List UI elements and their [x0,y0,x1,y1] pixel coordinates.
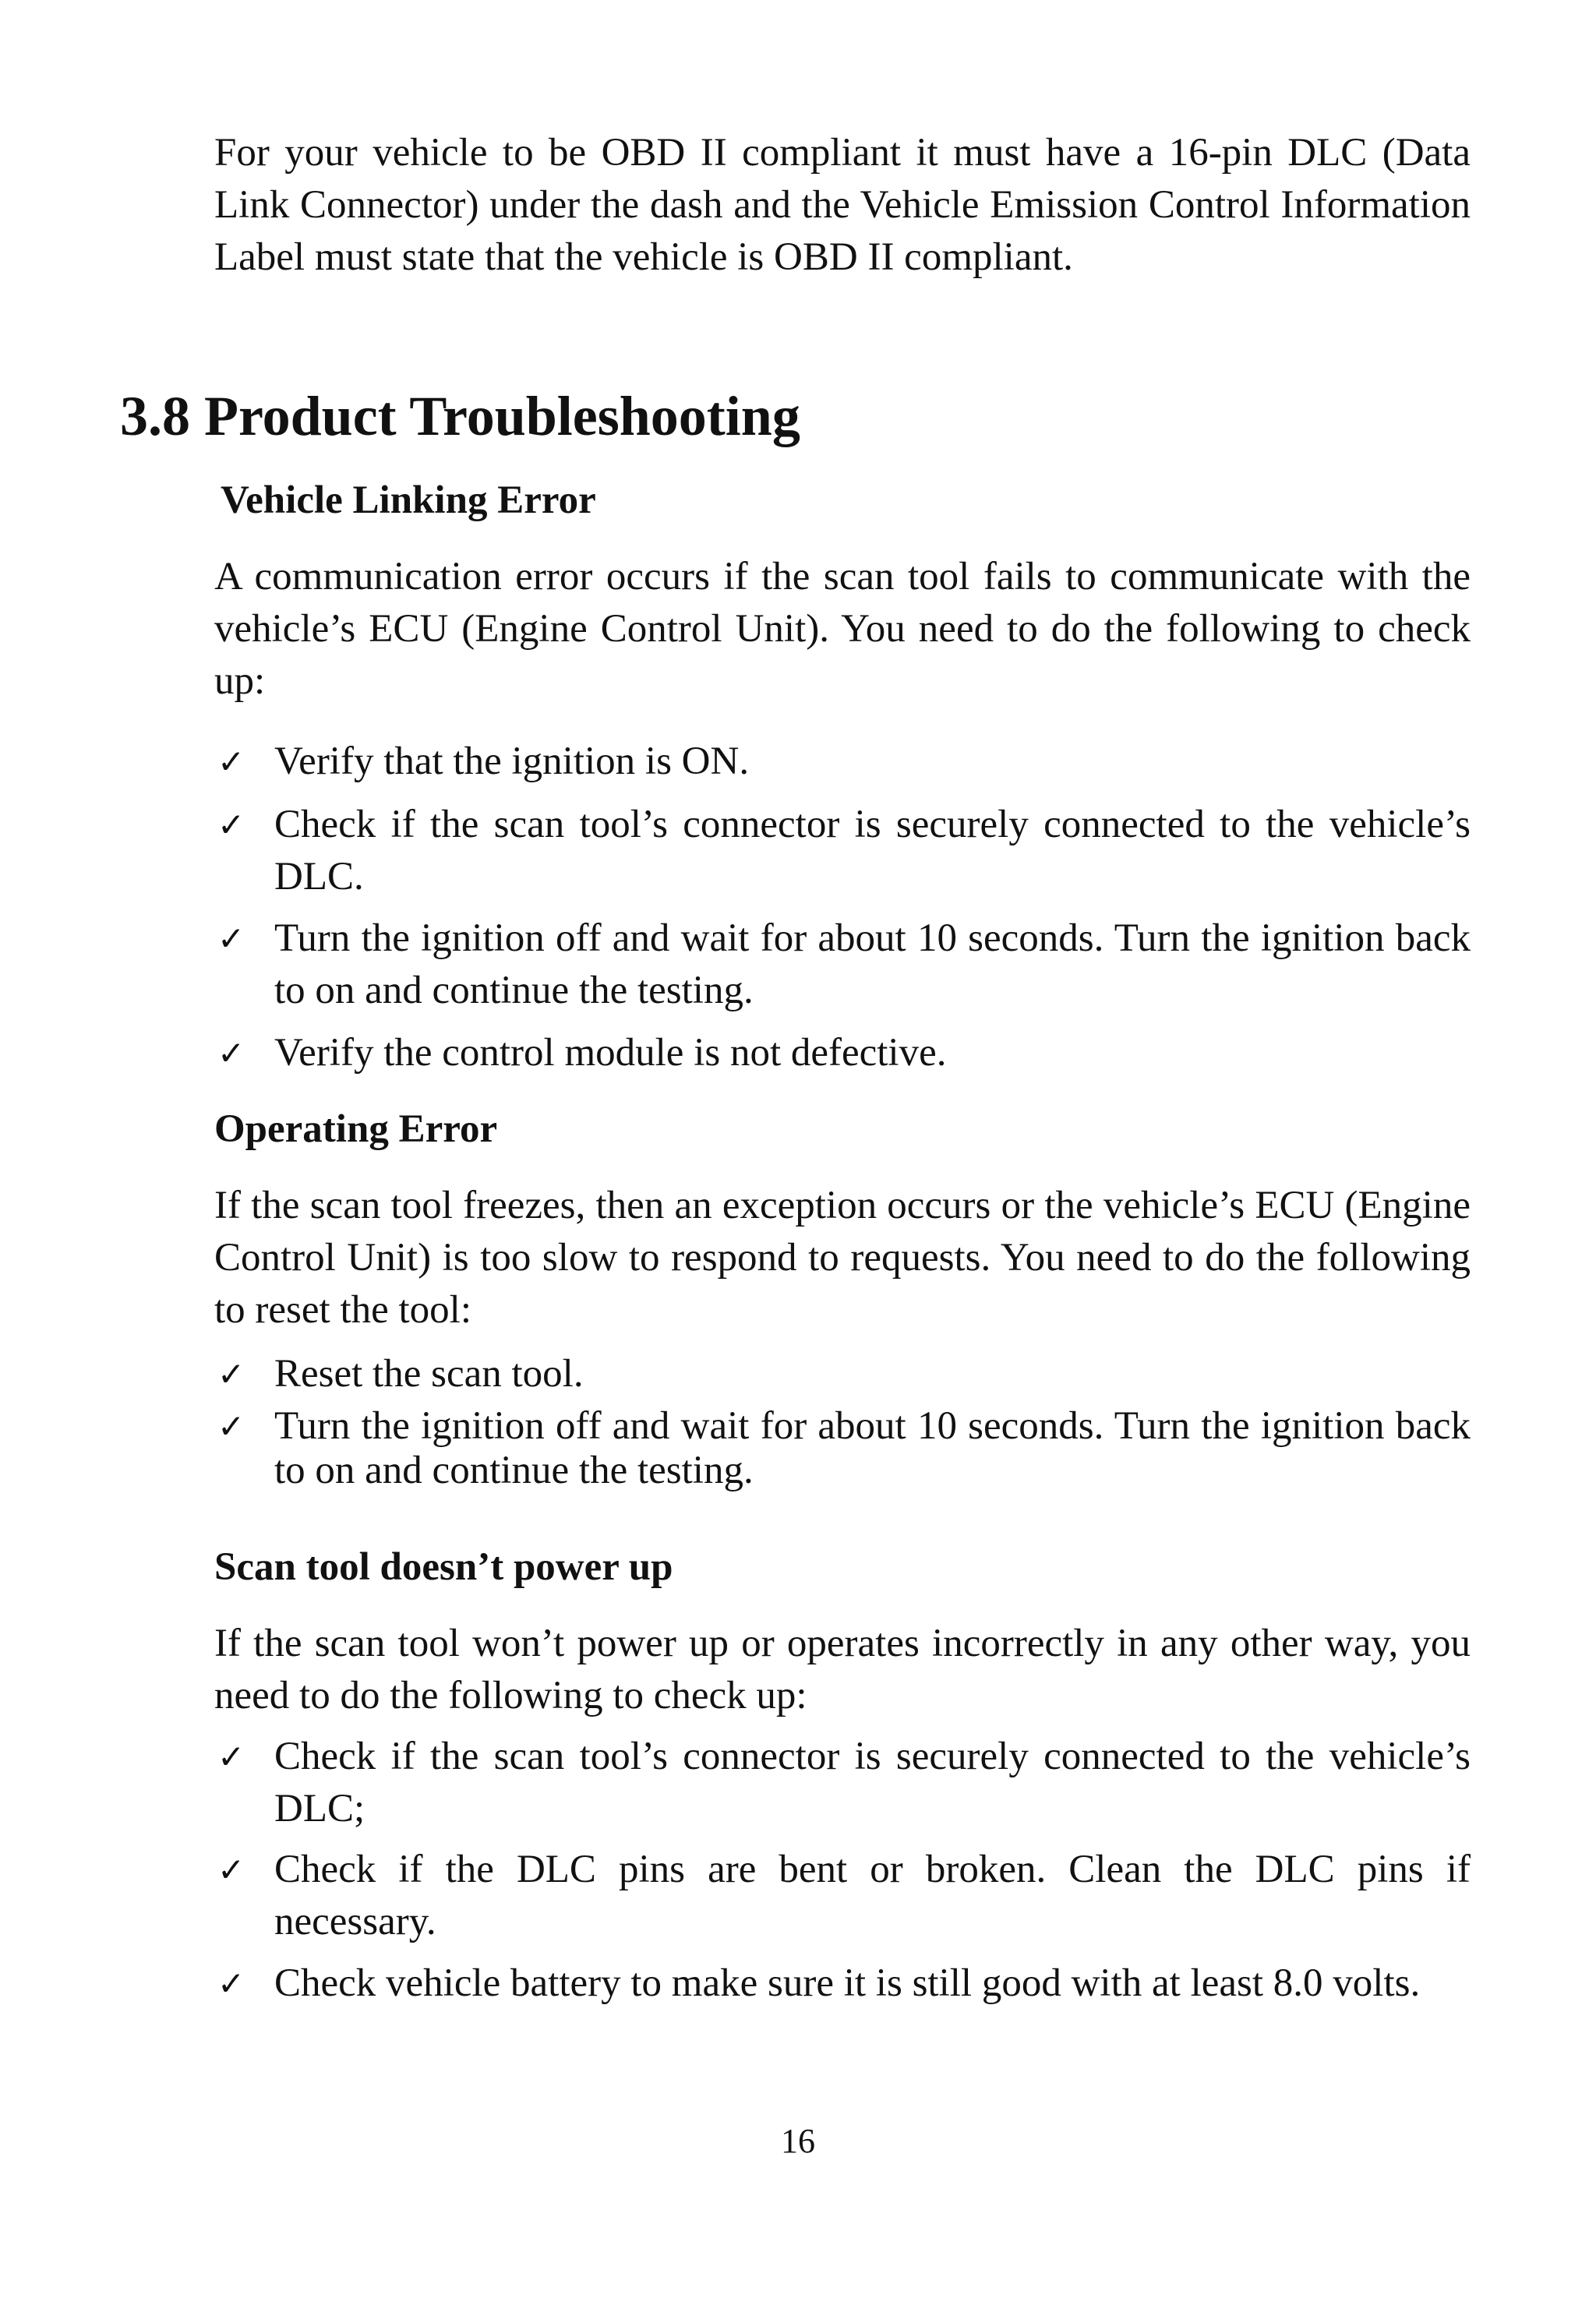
vehicle-linking-error-paragraph: A communication error occurs if the scan tool fails to communicate with the vehicle’s ECU (Engine Control Unit). You need to do the following to check up: [214,555,1471,703]
operating-error-heading: Operating Error [214,1107,498,1151]
list-item [214,1404,1471,1493]
list-item [214,736,1471,788]
vehicle-linking-error-heading: Vehicle Linking Error [221,478,596,522]
power-up-paragraph: If the scan tool won’t power up or operates incorrectly in any other way, you need to do the following to check up: [214,1622,1471,1717]
list-item-text: Check if the scan tool’s connector is securely connected to the vehicle’s DLC; [274,1735,1471,1830]
checkmark-icon: ✓ [217,1355,245,1393]
list-item [214,1731,1471,1835]
page-number: 16 [781,2122,815,2160]
list-item [214,1844,1471,1948]
list-item-text: Turn the ignition off and wait for about 10 seconds. Turn the ignition back to on and continue the testing. [274,916,1471,1012]
operating-error-paragraph: If the scan tool freezes, then an exception occurs or the vehicle’s ECU (Engine Control Unit) is too slow to respond to requests. You need to do the following to reset the tool: [214,1184,1471,1332]
checkmark-icon: ✓ [217,1738,245,1776]
list-item-text: Check if the DLC pins are bent or broken. Clean the DLC pins if necessary. [274,1848,1471,1943]
intro-paragraph: For your vehicle to be OBD II compliant it must have a 16-pin DLC (Data Link Connector) under the dash and the Vehicle Emission Control Information Label must state that the vehicle is OBD II compliant. [214,131,1471,279]
list-item [214,1957,1471,2010]
checkmark-icon: ✓ [217,920,245,958]
checkmark-icon: ✓ [217,743,245,781]
list-item-text: Turn the ignition off and wait for about 10 seconds. Turn the ignition back to on and continue the testing. [274,1404,1471,1492]
list-item-text: Check if the scan tool’s connector is securely connected to the vehicle’s DLC. [274,803,1471,898]
checkmark-icon: ✓ [217,1964,245,2003]
list-item-text: Reset the scan tool. [274,1352,584,1396]
list-item-text: Verify that the ignition is ON. [274,740,750,783]
list-item [214,1348,1471,1400]
section-title: 3.8 Product Troubleshooting [120,385,800,447]
checkmark-icon: ✓ [217,806,245,844]
list-item [214,912,1471,1017]
list-item [214,1027,1471,1079]
list-item-text: Verify the control module is not defective. [274,1031,947,1075]
power-up-heading: Scan tool doesn’t power up [214,1545,673,1589]
list-item-text: Check vehicle battery to make sure it is still good with at least 8.0 volts. [274,1961,1421,2005]
checkmark-icon: ✓ [217,1851,245,1889]
checkmark-icon: ✓ [217,1034,245,1072]
list-item [214,799,1471,903]
checkmark-icon: ✓ [217,1407,245,1446]
